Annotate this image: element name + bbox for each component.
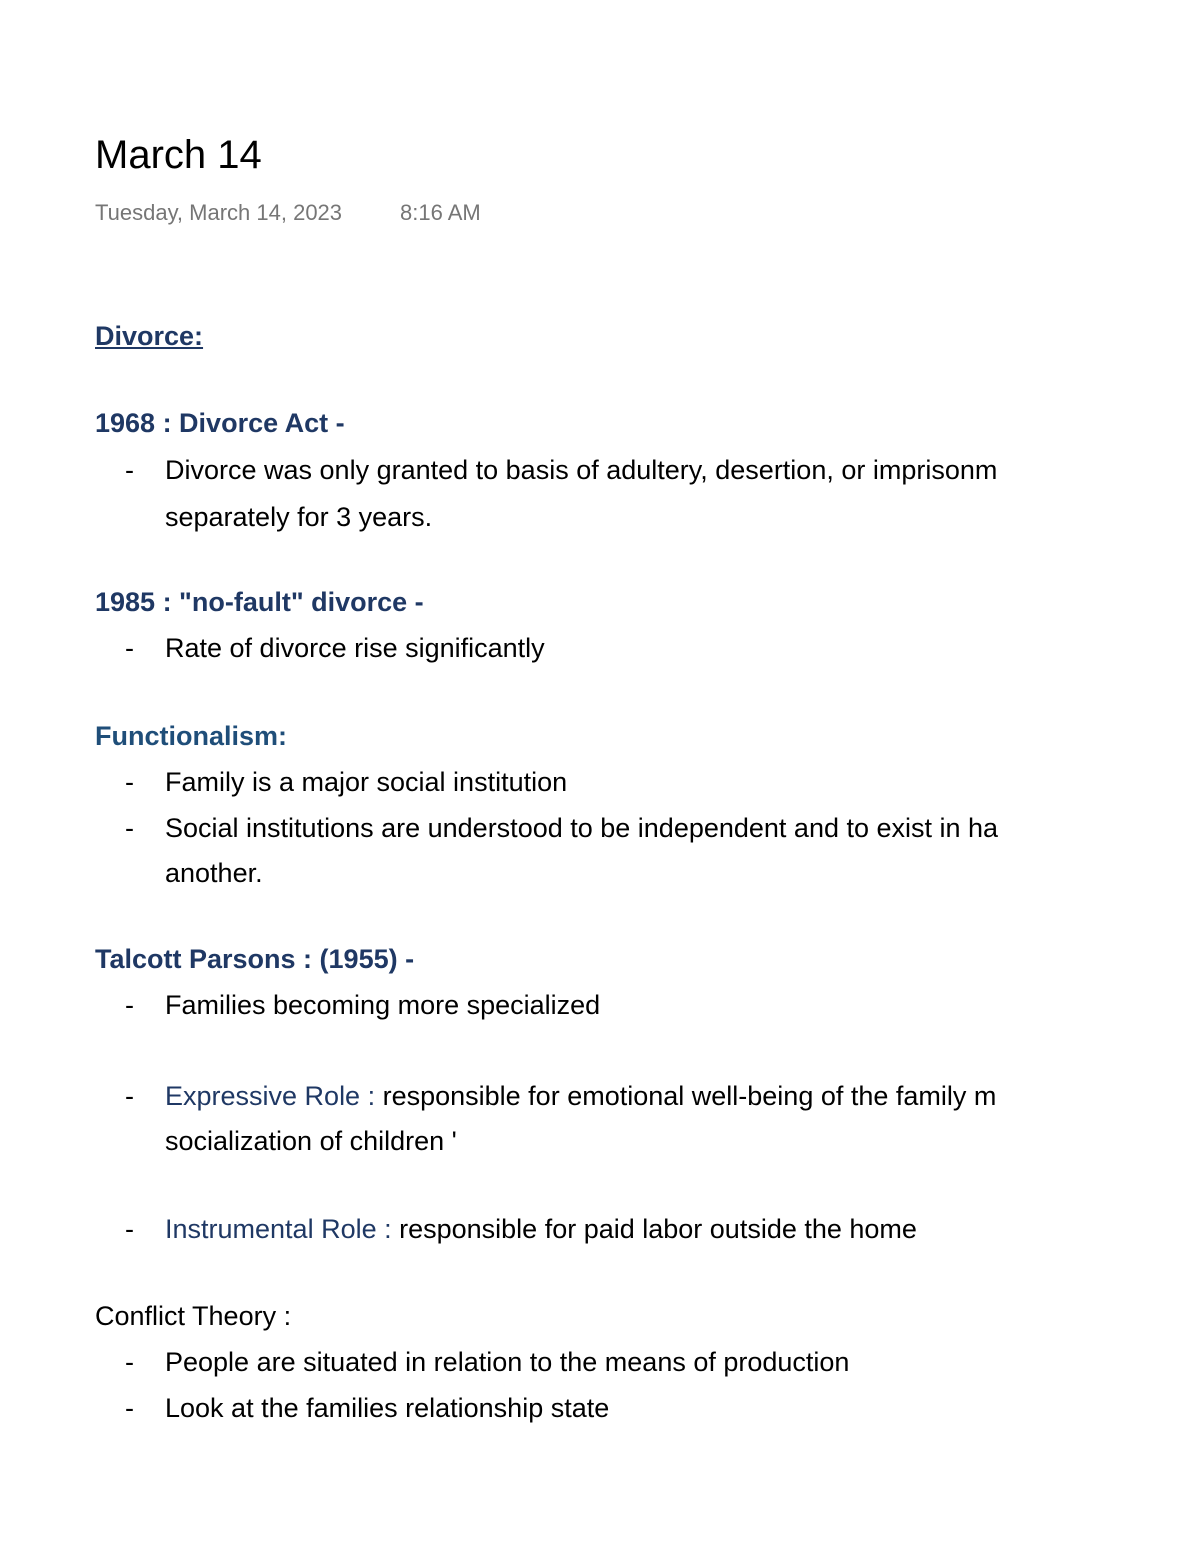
list-dash: - <box>125 1214 134 1244</box>
instrumental-role-description: responsible for paid labor outside the home <box>391 1214 917 1244</box>
heading-1985-no-fault: 1985 : "no-fault" divorce - <box>95 587 424 617</box>
list-dash: - <box>125 1347 134 1377</box>
heading-talcott-parsons: Talcott Parsons : (1955) - <box>95 944 415 974</box>
list-dash: - <box>125 633 134 663</box>
heading-functionalism: Functionalism: <box>95 721 288 751</box>
heading-conflict-theory: Conflict Theory : <box>95 1301 292 1331</box>
expressive-role-description: responsible for emotional well-being of the family m <box>375 1081 997 1111</box>
heading-1968-divorce-act: 1968 : Divorce Act - <box>95 408 345 438</box>
list-item-text: Family is a major social institution <box>165 767 568 797</box>
list-dash: - <box>125 767 134 797</box>
note-date: Tuesday, March 14, 2023 <box>95 200 343 225</box>
list-item-text: another. <box>165 858 263 888</box>
list-item-text: socialization of children ' <box>165 1126 457 1156</box>
list-item-text: Look at the families relationship state <box>165 1393 610 1423</box>
list-item-text: Social institutions are understood to be independent and to exist in ha <box>165 813 999 843</box>
list-item-text: Families becoming more specialized <box>165 990 601 1020</box>
expressive-role-label: Expressive Role : <box>165 1081 376 1111</box>
note-time: 8:16 AM <box>400 200 481 225</box>
list-dash: - <box>125 990 134 1020</box>
list-item-text: People are situated in relation to the means of production <box>165 1347 850 1377</box>
list-item-text: separately for 3 years. <box>165 502 433 532</box>
list-item-text: Divorce was only granted to basis of adultery, desertion, or imprisonm <box>165 455 998 485</box>
list-dash: - <box>125 1393 134 1423</box>
list-item-text <box>165 1074 996 1119</box>
note-meta <box>95 200 481 226</box>
list-dash: - <box>125 813 134 843</box>
list-item-text: Rate of divorce rise significantly <box>165 633 545 663</box>
list-dash: - <box>125 455 134 485</box>
list-dash: - <box>125 1081 134 1111</box>
instrumental-role-label: Instrumental Role : <box>165 1214 392 1244</box>
note-page <box>95 0 1200 1553</box>
list-item-text <box>165 1207 917 1252</box>
heading-divorce: Divorce: <box>95 321 204 351</box>
page-title: March 14 <box>95 133 262 177</box>
